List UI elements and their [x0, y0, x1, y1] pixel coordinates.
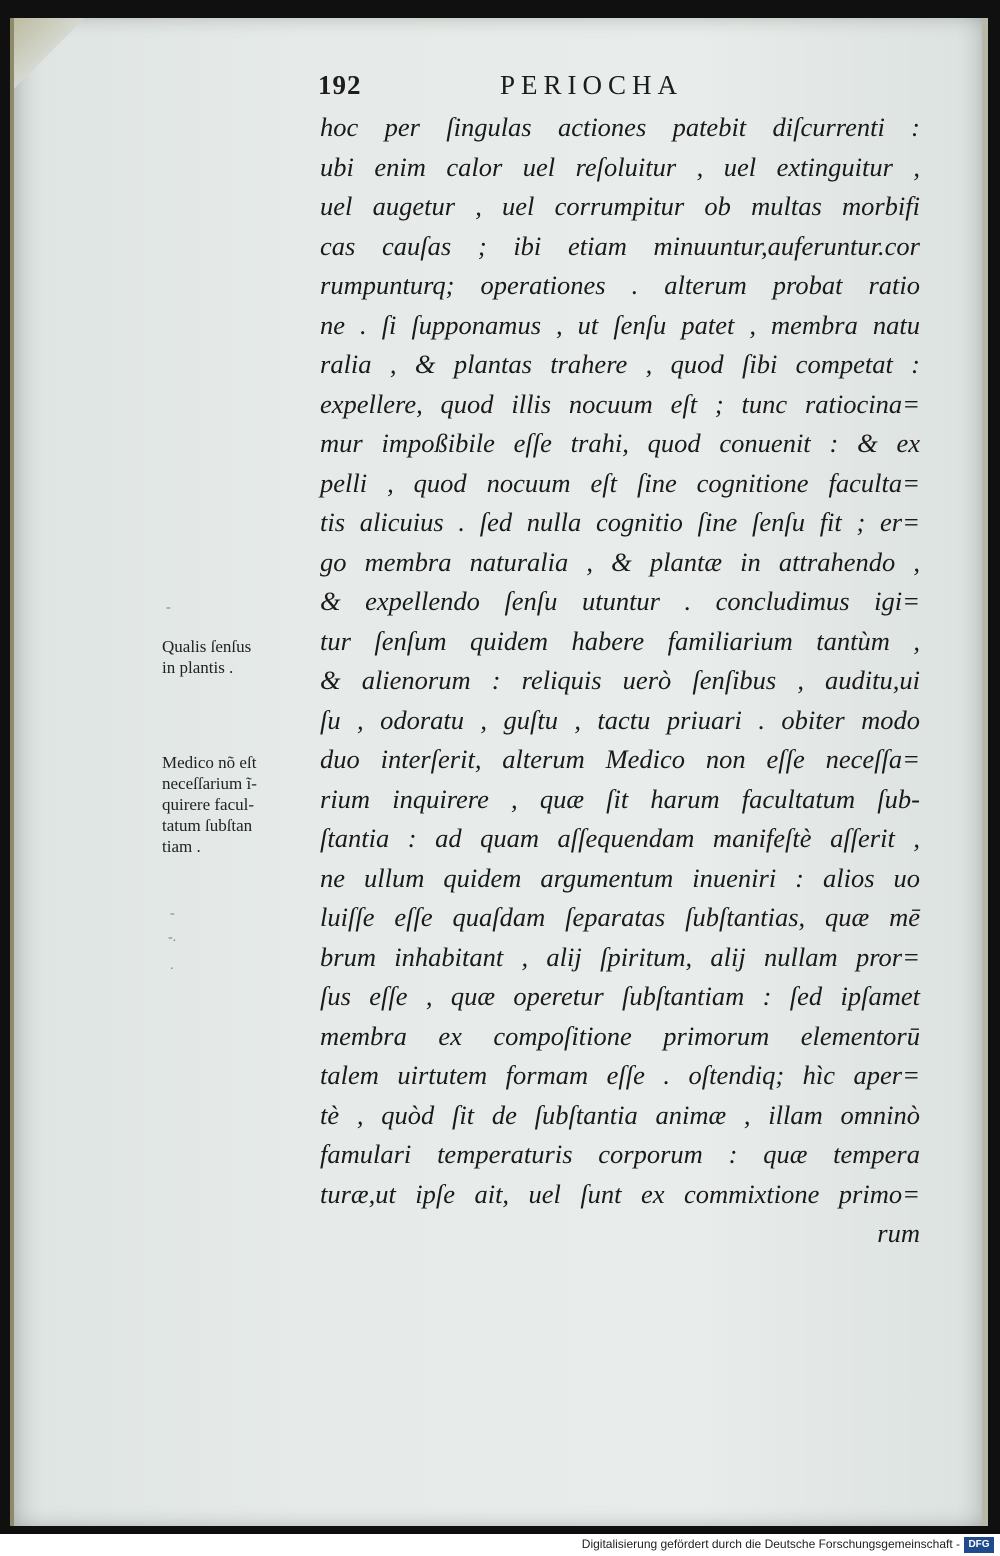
stray-mark: -	[166, 600, 171, 615]
marginal-gloss-plants	[162, 636, 312, 678]
text-line: go membra naturalia , & plantæ in attrahendo ,	[320, 546, 920, 577]
running-head: PERIOCHA	[500, 70, 684, 100]
text-line: rum	[877, 1218, 920, 1248]
text-line: pelli , quod nocuum eſt ſine cognitione faculta=	[320, 467, 920, 498]
gloss-line: quirere facul-	[162, 795, 255, 814]
text-line: luiſſe eſſe quaſdam ſeparatas ſubſtantias, quæ mē	[320, 902, 920, 932]
text-line: mur impoßibile eſſe trahi, quod conuenit : & ex	[320, 428, 920, 458]
gloss-line: Medico nõ eſt	[162, 753, 257, 772]
text-line: talem uirtutem formam eſſe . oſtendiq; hìc aper=	[320, 1060, 920, 1090]
text-line: hoc per ſingulas actiones patebit diſcurrenti :	[320, 112, 920, 142]
page-edge-right	[982, 18, 988, 1526]
text-line: duo interſerit, alterum Medico non eſſe neceſſa=	[320, 744, 920, 774]
stray-mark: -.	[168, 930, 177, 945]
text-line: ſu , odoratu , guſtu , tactu priuari . obiter modo	[320, 704, 920, 735]
gloss-line: in plantis .	[162, 658, 234, 677]
gloss-line: neceſſarium ĩ-	[162, 774, 257, 793]
text-line: cas cauſas ; ibi etiam minuuntur,auferuntur.cor	[320, 230, 920, 261]
dfg-logo: DFG	[964, 1537, 994, 1553]
marginal-gloss-medico	[162, 752, 312, 857]
page-corner-fold	[14, 18, 84, 88]
stray-mark: -	[170, 906, 175, 921]
text-line: membra ex compoſitione primorum elementorū	[320, 1020, 920, 1051]
text-line: ubi enim calor uel reſoluitur , uel extinguitur ,	[320, 151, 920, 182]
text-line: & alienorum : reliquis uerò ſenſibus , auditu,ui	[320, 665, 920, 695]
text-line: ne . ſi ſupponamus , ut ſenſu patet , membra natu	[320, 309, 920, 340]
gloss-line: tiam .	[162, 837, 201, 856]
text-line: & expellendo ſenſu utuntur . concludimus igi=	[320, 586, 920, 616]
text-line: brum inhabitant , alij ſpiritum, alij nullam pror=	[320, 941, 920, 972]
text-line: tè , quòd ſit de ſubſtantia animæ , illam omninò	[320, 1099, 920, 1130]
text-line: uel augetur , uel corrumpitur ob multas morbifi	[320, 191, 920, 221]
text-line: ſtantia : ad quam aſſequendam manifeſtè aſſerit ,	[320, 823, 920, 853]
text-line: rumpunturq; operationes . alterum probat ratio	[320, 270, 920, 300]
stray-mark: .	[170, 958, 174, 973]
gloss-line: Qualis ſenſus	[162, 637, 252, 656]
page-number: 192	[318, 70, 362, 100]
text-line: turæ,ut ipſe ait, uel ſunt ex commixtione primo=	[320, 1178, 920, 1209]
text-line: expellere, quod illis nocuum eſt ; tunc ratiocina=	[320, 388, 920, 419]
digitization-footer	[0, 1534, 1000, 1556]
gloss-line: tatum ſubſtan	[162, 816, 253, 835]
text-line: ralia , & plantas trahere , quod ſibi competat :	[320, 349, 920, 379]
text-line: ne ullum quidem argumentum inueniri : alios uo	[320, 862, 920, 893]
text-line: rium inquirere , quæ ſit harum facultatum ſub-	[320, 783, 920, 814]
text-line: famulari temperaturis corporum : quæ tempera	[320, 1139, 920, 1169]
text-line: tis alicuius . ſed nulla cognitio ſine ſenſu fit ; er=	[320, 507, 920, 537]
text-line: tur ſenſum quidem habere familiarium tantùm ,	[320, 625, 920, 656]
text-line: ſus eſſe , quæ operetur ſubſtantiam : ſed ipſamet	[320, 981, 920, 1011]
body-text	[320, 108, 920, 1254]
footer-credit: Digitalisierung gefördert durch die Deutsche Forschungsgemeinschaft -	[581, 1537, 960, 1551]
